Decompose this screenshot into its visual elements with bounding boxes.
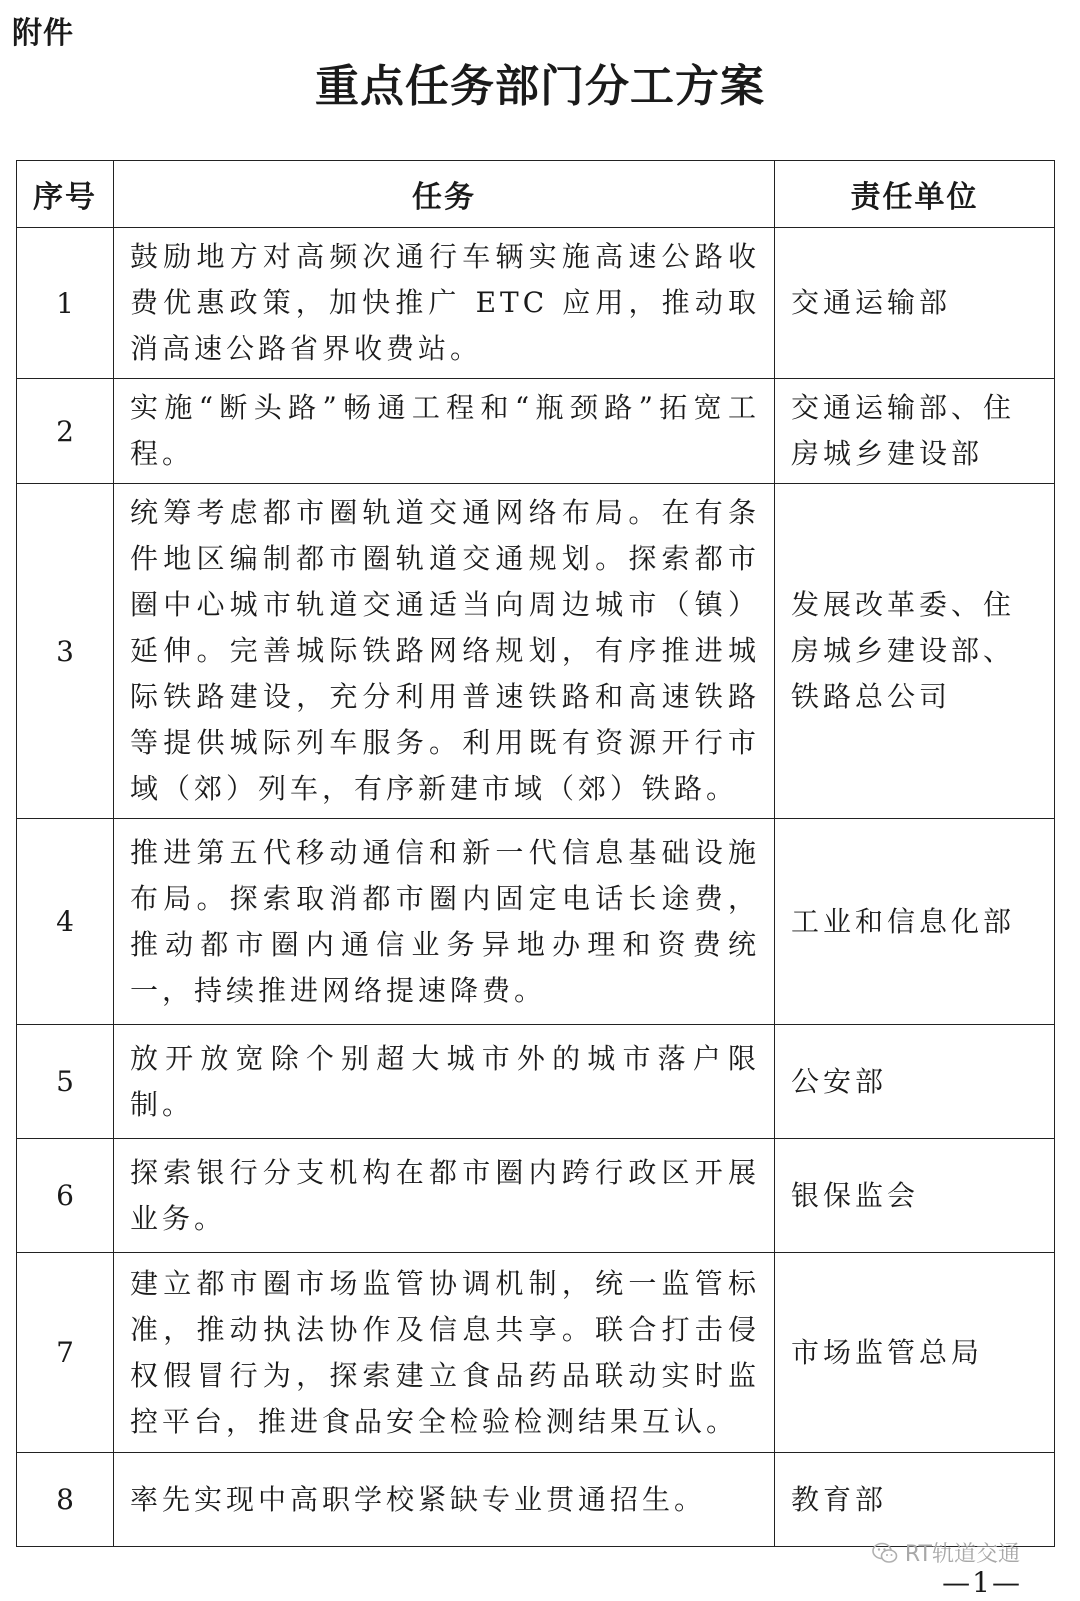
row-number: 5 bbox=[17, 1025, 114, 1139]
account-watermark bbox=[871, 1537, 1020, 1568]
column-header-unit: 责任单位 bbox=[775, 161, 1055, 228]
table-header-row bbox=[17, 161, 1055, 228]
table-row bbox=[17, 228, 1055, 379]
responsible-unit: 教育部 bbox=[775, 1453, 1055, 1547]
document-title: 重点任务部门分工方案 bbox=[315, 61, 765, 112]
table-row bbox=[17, 1453, 1055, 1547]
column-header-task: 任务 bbox=[114, 161, 775, 228]
responsible-unit: 发展改革委、住房城乡建设部、铁路总公司 bbox=[775, 484, 1055, 819]
task-text: 鼓励地方对高频次通行车辆实施高速公路收费优惠政策，加快推广 ETC 应用，推动取消高速公路省界收费站。 bbox=[114, 228, 775, 379]
task-text: 实施“断头路”畅通工程和“瓶颈路”拓宽工程。 bbox=[114, 379, 775, 484]
task-text: 放开放宽除个别超大城市外的城市落户限制。 bbox=[114, 1025, 775, 1139]
row-number: 4 bbox=[17, 819, 114, 1025]
watermark-text: RT轨道交通 bbox=[904, 1542, 1020, 1567]
responsible-unit: 公安部 bbox=[775, 1025, 1055, 1139]
task-text: 统筹考虑都市圈轨道交通网络布局。在有条件地区编制都市圈轨道交通规划。探索都市圈中心城市轨道交通适当向周边城市（镇）延伸。完善城际铁路网络规划，有序推进城际铁路建设，充分利用普速铁路和高速铁路等提供城际列车服务。利用既有资源开行市域（郊）列车，有序新建市域（郊）铁路。 bbox=[114, 484, 775, 819]
task-text: 建立都市圈市场监管协调机制，统一监管标准，推动执法协作及信息共享。联合打击侵权假冒行为，探索建立食品药品联动实时监控平台，推进食品安全检验检测结果互认。 bbox=[114, 1253, 775, 1453]
responsible-unit: 银保监会 bbox=[775, 1139, 1055, 1253]
row-number: 8 bbox=[17, 1453, 114, 1547]
table-row bbox=[17, 819, 1055, 1025]
attachment-label: 附件 bbox=[12, 16, 74, 51]
row-number: 7 bbox=[17, 1253, 114, 1453]
task-text: 探索银行分支机构在都市圈内跨行政区开展业务。 bbox=[114, 1139, 775, 1253]
responsible-unit: 市场监管总局 bbox=[775, 1253, 1055, 1453]
row-number: 3 bbox=[17, 484, 114, 819]
table-row bbox=[17, 1253, 1055, 1453]
responsible-unit: 交通运输部、住房城乡建设部 bbox=[775, 379, 1055, 484]
table-row bbox=[17, 1025, 1055, 1139]
column-header-no: 序号 bbox=[17, 161, 114, 228]
table-row bbox=[17, 1139, 1055, 1253]
responsible-unit: 工业和信息化部 bbox=[775, 819, 1055, 1025]
wechat-icon bbox=[871, 1542, 899, 1564]
table-row bbox=[17, 379, 1055, 484]
row-number: 2 bbox=[17, 379, 114, 484]
row-number: 6 bbox=[17, 1139, 114, 1253]
responsible-unit: 交通运输部 bbox=[775, 228, 1055, 379]
table-row bbox=[17, 484, 1055, 819]
task-text: 率先实现中高职学校紧缺专业贯通招生。 bbox=[114, 1453, 775, 1547]
page-number: —1— bbox=[942, 1566, 1022, 1599]
row-number: 1 bbox=[17, 228, 114, 379]
task-division-table bbox=[16, 160, 1055, 1547]
task-text: 推进第五代移动通信和新一代信息基础设施布局。探索取消都市圈内固定电话长途费，推动都市圈内通信业务异地办理和资费统一，持续推进网络提速降费。 bbox=[114, 819, 775, 1025]
